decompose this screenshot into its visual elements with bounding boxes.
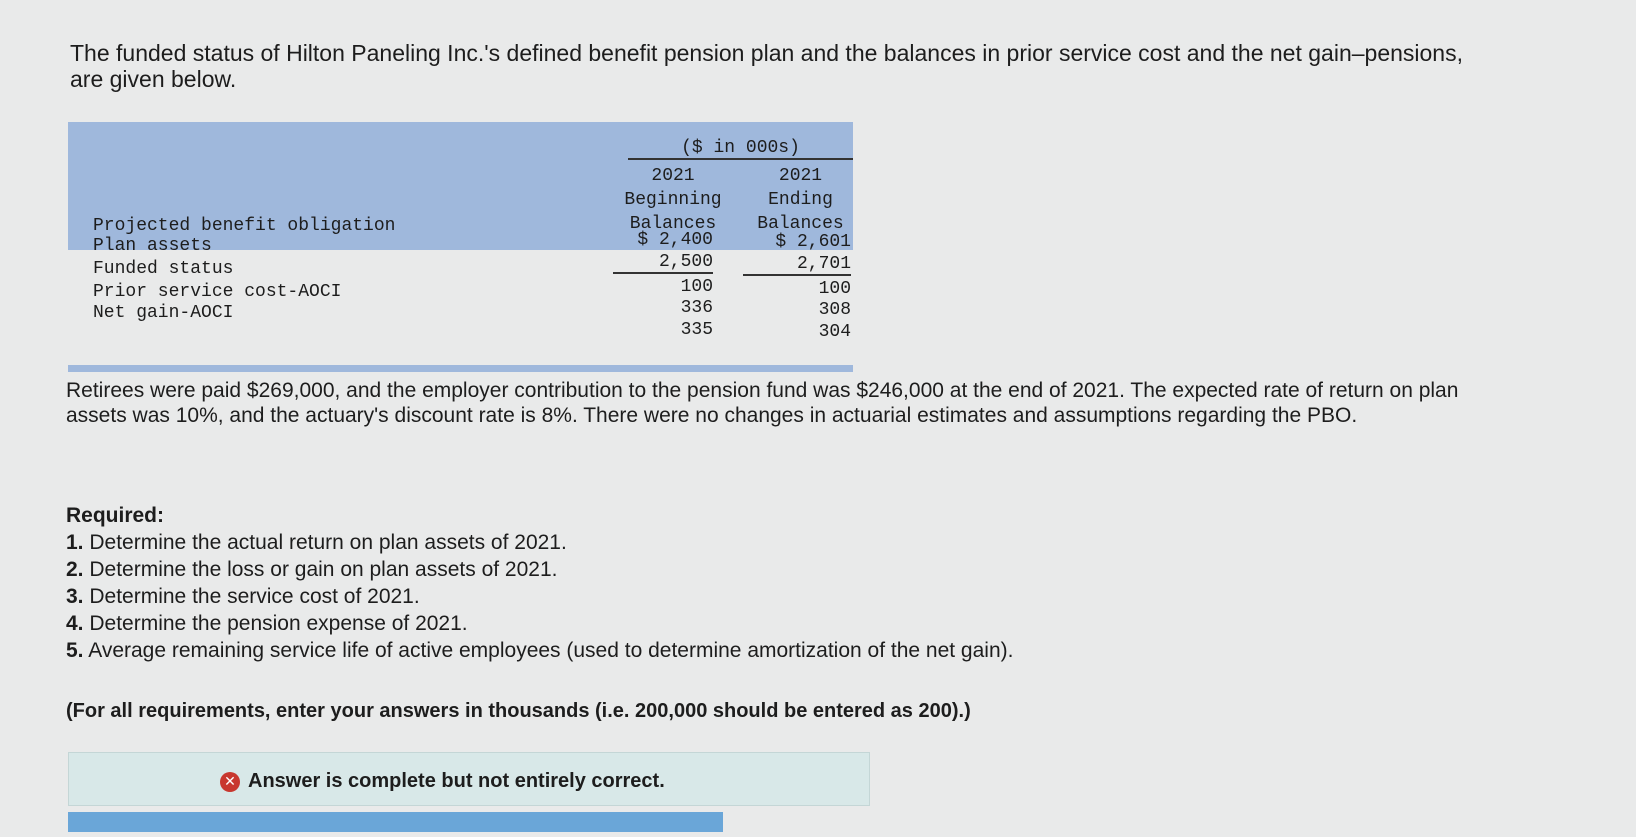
problem-intro: The funded status of Hilton Paneling Inc.'s defined benefit pension plan and the balances in prior service cost and the net gain–pensions, are given below. [70,40,1463,92]
cell-net-gain-ending: 304 [818,322,851,342]
required-item: 1. Determine the actual return on plan assets of 2021. [66,531,567,554]
requirement-tabs-bar[interactable] [68,812,723,832]
cell-pbo-ending: $ 2,601 [775,232,851,252]
problem-details: Retirees were paid $269,000, and the employer contribution to the pension fund was $246,000 at the end of 2021. The expected rate of return on plan assets was 10%, and the actuary's discount rate is 8%. There were no changes in actuarial estimates and assumptions regarding the PBO. [66,379,1459,427]
required-section [66,502,1366,664]
required-item: 4. Determine the pension expense of 2021. [66,612,468,635]
row-label-prior-service-cost: Prior service cost-AOCI [93,282,342,302]
row-label-net-gain: Net gain-AOCI [93,303,234,323]
answer-status-text: Answer is complete but not entirely correct. [248,770,665,792]
entry-instructions: (For all requirements, enter your answers in thousands (i.e. 200,000 should be entered as 200).) [66,700,971,722]
column-header-ending: 2021 Ending Balances [757,166,844,234]
required-list [66,529,1366,664]
cell-prior-service-cost-ending: 308 [818,300,851,320]
cell-funded-status-ending: 100 [818,279,851,299]
cell-prior-service-cost-beginning: 336 [680,298,713,318]
required-item: 5. Average remaining service life of active employees (used to determine amortization of the net gain). [66,639,1014,662]
column-header-beginning: 2021 Beginning Balances [624,166,722,234]
cell-pbo-beginning: $ 2,400 [637,230,713,250]
answer-status [220,770,665,793]
cell-plan-assets-ending: 2,701 [743,254,851,276]
row-label-pbo: Projected benefit obligation [93,216,396,236]
table-footer-band [68,365,853,372]
table-group-header: ($ in 000s) [628,138,853,160]
cell-funded-status-beginning: 100 [680,277,713,297]
funded-status-table [68,122,853,372]
error-x-icon: ✕ [220,772,240,792]
required-item: 2. Determine the loss or gain on plan assets of 2021. [66,558,558,581]
cell-plan-assets-beginning: 2,500 [613,252,713,274]
row-label-funded-status: Funded status [93,259,234,279]
row-label-plan-assets: Plan assets [93,236,212,256]
cell-net-gain-beginning: 335 [680,320,713,340]
required-heading: Required: [66,504,165,527]
required-item: 3. Determine the service cost of 2021. [66,585,420,608]
